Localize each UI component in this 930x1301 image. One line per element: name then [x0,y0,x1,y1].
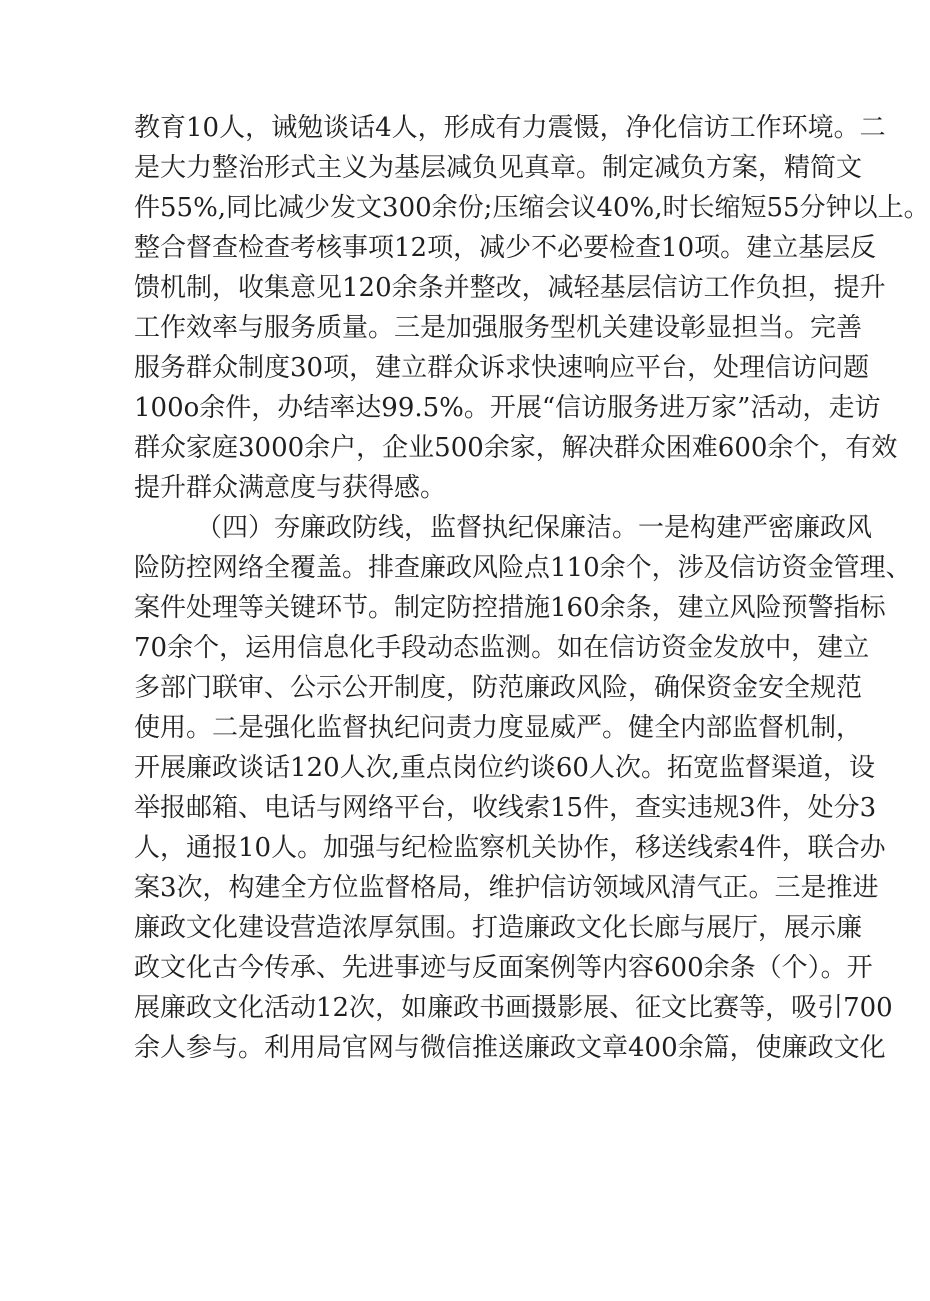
text-line: 群众家庭3000余户，企业500余家，解决群众困难600余个，有效 [134,433,898,463]
text-line: 100o余件，办结率达99.5%。开展“信访服务进万家”活动，走访 [134,393,881,423]
text-line: 教育10人，诫勉谈话4人，形成有力震慑，净化信访工作环境。二 [134,113,886,143]
text-line: 人，通报10人。加强与纪检监察机关协作，移送线索4件，联合办 [134,833,886,863]
text-line: 展廉政文化活动12次，如廉政书画摄影展、征文比赛等，吸引700 [134,993,893,1023]
text-line: 70余个，运用信息化手段动态监测。如在信访资金发放中，建立 [134,633,870,663]
text-line: 提升群众满意度与获得感。 [134,473,447,503]
text-line: 余人参与。利用局官网与微信推送廉政文章400余篇，使廉政文化 [134,1033,886,1063]
paragraph-2 [134,508,912,1068]
text-line: 件55%,同比减少发文300余份;压缩会议40%,时长缩短55分钟以上。 [134,193,930,223]
text-line: 廉政文化建设营造浓厚氛围。打造廉政文化长廊与展厅，展示廉 [134,913,863,943]
text-line: 馈机制，收集意见120余条并整改，减轻基层信访工作负担，提升 [134,273,886,303]
text-line: 案件处理等关键环节。制定防控措施160余条，建立风险预警指标 [134,593,886,623]
document-body [134,108,930,1068]
text-line: 整合督查检查考核事项12项，减少不必要检查10项。建立基层反 [134,233,877,263]
text-line: 服务群众制度30项，建立群众诉求快速响应平台，处理信访问题 [134,353,870,383]
text-line: 举报邮箱、电话与网络平台，收线索15件，查实违规3件，处分3 [134,793,877,823]
text-line: 工作效率与服务质量。三是加强服务型机关建设彰显担当。完善 [134,313,863,343]
text-line: 使用。二是强化监督执纪问责力度显威严。健全内部监督机制， [134,713,863,743]
text-line: 是大力整治形式主义为基层减负见真章。制定减负方案，精简文 [134,153,863,183]
text-line: 险防控网络全覆盖。排查廉政风险点110余个，涉及信访资金管理、 [134,553,912,583]
paragraph-1 [134,108,930,508]
text-line: 案3次，构建全方位监督格局，维护信访领域风清气正。三是推进 [134,873,879,903]
text-line: 政文化古今传承、先进事迹与反面案例等内容600余条（个）。开 [134,953,873,983]
text-line: 多部门联审、公示公开制度，防范廉政风险，确保资金安全规范 [134,673,863,703]
text-line: 开展廉政谈话120人次,重点岗位约谈60人次。拓宽监督渠道，设 [134,753,875,783]
text-line: （四）夯廉政防线，监督执纪保廉洁。一是构建严密廉政风 [196,513,873,543]
